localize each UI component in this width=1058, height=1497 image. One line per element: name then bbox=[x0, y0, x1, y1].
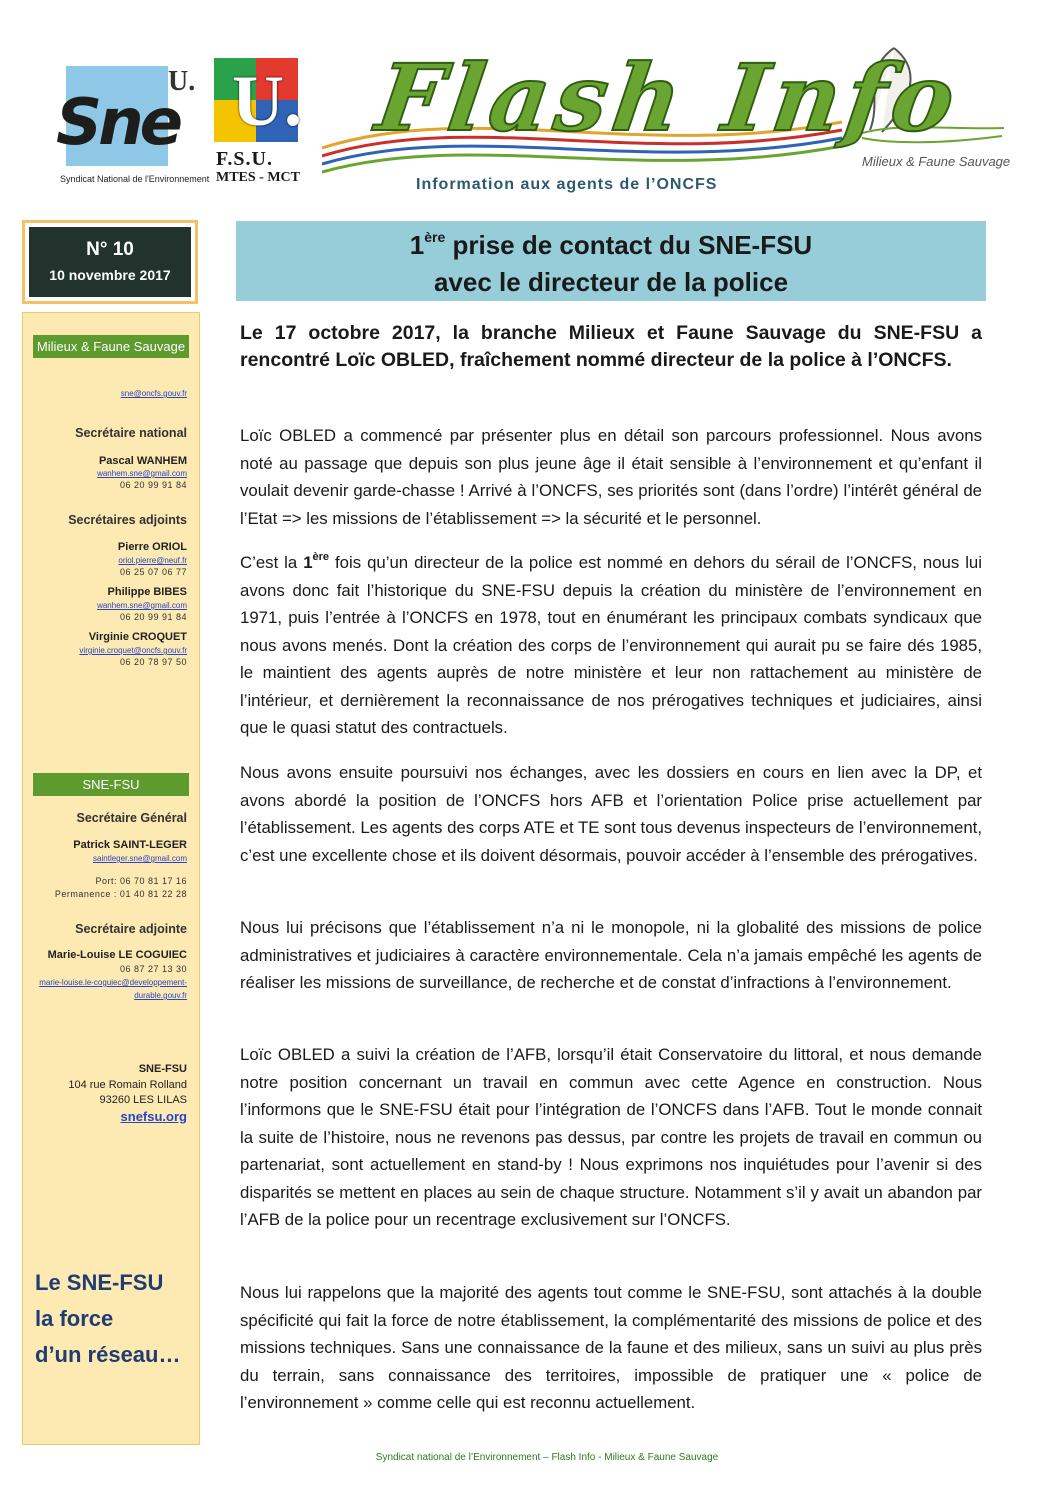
slogan bbox=[35, 1265, 180, 1373]
sec-nat-email[interactable]: wanhem.sne@gmail.com bbox=[97, 469, 187, 478]
adjoint-tel: 06 20 99 91 84 bbox=[119, 612, 187, 622]
sec-gen-port: Port: 06 70 81 17 16 bbox=[95, 876, 187, 886]
sec-adj-email[interactable]: marie-louise.le-coguiec@developpement- bbox=[39, 978, 187, 987]
flash-info-subtitle: Milieux & Faune Sauvage bbox=[862, 154, 1011, 169]
paragraph-6: Nous lui rappelons que la majorité des agents tout comme le SNE-FSU, sont attachés à la double spécificité qui fait la force de notre établissement, la complémentarité des missions de police et des missions techniques. Sans une connaissance de la faune et des milieux, sans un suivi au plus près du terrain, sans connaissance des territoires, impossible de pratiquer une « police de l’environnement » comme celle qui est reconnu actuellement. bbox=[240, 1283, 982, 1412]
sidebar-section-snefsu: SNE-FSU bbox=[33, 773, 189, 796]
sec-adj-tel: 06 87 27 13 30 bbox=[119, 964, 187, 974]
fsu-logo-letter: U. bbox=[232, 61, 302, 141]
article-title bbox=[236, 221, 986, 301]
website-link[interactable]: snefsu.org bbox=[120, 1109, 187, 1124]
sec-gen-perm: Permanence : 01 40 81 22 28 bbox=[54, 889, 187, 899]
sne-logo-word: Sne bbox=[56, 86, 180, 160]
p2-rest: fois qu’un directeur de la police est nommé en dehors du sérail de l’ONCFS, nous lui avons donc fait l’historique du SNE-FSU depuis la création du ministère de l’environnement en 1971, puis l’entrée à l’ONCFS en 1978, tout en énumérant les principaux combats syndicaux que nous avons menés. Dont la création des corps de l’environnement qui aurait pu se faire dés 1985, le maintient des agents auprès de notre ministère et leur non rattachement au ministère de l’intérieur, et dernièrement la reconnaissance de nos prérogatives techniques et judiciaires, ainsi que le quasi statut des contractuels. bbox=[240, 553, 982, 737]
sne-logo bbox=[56, 64, 210, 188]
sec-gen-label: Secrétaire Général bbox=[76, 811, 187, 825]
lead-paragraph: Le 17 octobre 2017, la branche Milieux et Faune Sauvage du SNE-FSU a rencontré Loïc OBLED, fraîchement nommé directeur de la police à l’ONCFS. bbox=[240, 322, 982, 371]
fsu-logo-name: F.S.U. bbox=[216, 148, 273, 170]
slogan-line: Le SNE-FSU bbox=[35, 1270, 164, 1295]
adjoint-name: Philippe BIBES bbox=[107, 586, 187, 598]
flash-info-banner bbox=[322, 40, 1012, 180]
sec-adj-name: Marie-Louise LE COGUIEC bbox=[47, 949, 187, 961]
adjoint-name: Pierre ORIOL bbox=[117, 541, 187, 553]
adjoints-label: Secrétaires adjoints bbox=[68, 513, 187, 527]
flash-info-title: Flash Info bbox=[370, 44, 968, 152]
sidebar bbox=[22, 312, 200, 1445]
adjoint-email[interactable]: virginie.croquet@oncfs.gouv.fr bbox=[79, 646, 187, 655]
title-line-1-text: prise de contact du SNE-FSU bbox=[445, 230, 813, 260]
sec-gen-email[interactable]: saintleger.sne@gmail.com bbox=[93, 854, 187, 863]
sec-adj-label: Secrétaire adjointe bbox=[75, 922, 187, 936]
sec-adj-email-cont[interactable]: durable.gouv.fr bbox=[134, 991, 187, 1000]
adjoint-name: Virginie CROQUET bbox=[88, 631, 187, 643]
page-footer: Syndicat national de l’Environnement – Flash Info - Milieux & Faune Sauvage bbox=[375, 1452, 719, 1463]
sec-nat-name: Pascal WANHEM bbox=[98, 455, 187, 467]
slogan-line: la force bbox=[35, 1306, 114, 1331]
paragraph-2 bbox=[240, 549, 982, 742]
section-email[interactable]: sne@oncfs.gouv.fr bbox=[120, 389, 187, 398]
sidebar-section-mfs: Milieux & Faune Sauvage bbox=[33, 335, 189, 358]
adjoint-email[interactable]: wanhem.sne@gmail.com bbox=[97, 601, 187, 610]
fsu-logo bbox=[214, 58, 304, 188]
title-sup: ère bbox=[424, 229, 446, 245]
address-city: 93260 LES LILAS bbox=[99, 1094, 187, 1106]
sec-gen-name: Patrick SAINT-LEGER bbox=[73, 839, 187, 851]
sec-nat-label: Secrétaire national bbox=[75, 426, 187, 440]
adjoint-tel: 06 25 07 06 77 bbox=[119, 567, 187, 577]
address-street: 104 rue Romain Rolland bbox=[68, 1079, 187, 1091]
paragraph-4: Nous lui précisons que l’établissement n’a ni le monopole, ni la globalité des missions de police administratives et judiciaires à caractère environnementale. Cela n’a jamais empêché les agents de réaliser les missions de surveillance, de recherche et de constat d’infractions à l’environnement. bbox=[240, 918, 982, 992]
sne-logo-caption: Syndicat National de l'Environnement bbox=[60, 174, 210, 184]
title-line-1 bbox=[236, 229, 986, 261]
paragraph-1: Loïc OBLED a commencé par présenter plus en détail son parcours professionnel. Nous avons noté au passage que depuis son plus jeune âge il était sensible à l’environnement et qu’enfant il voulait devenir garde-chasse ! Arrivé à l’ONCFS, ses priorités sont (dans l’ordre) l’intérêt général de l’Etat => les missions de l’établissement => la sécurité et le personnel. bbox=[240, 426, 982, 528]
paragraph-5: Loïc OBLED a suivi la création de l’AFB, lorsqu’il était Conservatoire du littoral, et nous demande notre position concernant un travail en commun avec cette Agence en construction. Nous l’informons que le SNE-FSU était pour l’intégration de l’ONCFS dans l’AFB. Tout le monde connait la suite de l’histoire, nous ne revenons pas dessus, par contre les projets de travail en commun ou partenariat, sont actuellement en stand-by ! Nous exprimons nos inquiétudes pour l’avenir si des disparités se mettent en places au sein de chaque structure. Notamment s’il y avait un abandon par l’AFB de la police pour un recentrage exclusivement sur l’ONCFS. bbox=[240, 1045, 982, 1229]
sne-logo-letter: U. bbox=[168, 66, 196, 97]
slogan-line: d’un réseau… bbox=[35, 1342, 181, 1367]
title-number: 1 bbox=[409, 230, 425, 260]
issue-box bbox=[22, 220, 198, 304]
sec-nat-tel: 06 20 99 91 84 bbox=[119, 480, 187, 490]
paragraph-3: Nous avons ensuite poursuivi nos échanges, avec les dossiers en cours en lien avec la DP, et avons abordé la position de l’ONCFS hors AFB et l’orientation Police prise actuellement par l’établissement. Les agents des corps ATE et TE sont tous devenus inspecteurs de l’environnement, c’est une excellente chose et ils doivent désormais, pouvoir accéder à l’ensemble des prérogatives. bbox=[240, 763, 982, 865]
address-org: SNE-FSU bbox=[138, 1063, 187, 1075]
adjoint-email[interactable]: oriol.pierre@neuf.fr bbox=[118, 556, 187, 565]
issue-date: 10 novembre 2017 bbox=[49, 267, 171, 283]
issue-number: N° 10 bbox=[86, 239, 134, 260]
title-line-2: avec le directeur de la police bbox=[433, 267, 789, 297]
info-line: Information aux agents de l’ONCFS bbox=[416, 176, 718, 193]
p2-sup: ère bbox=[312, 551, 330, 563]
adjoint-tel: 06 20 78 97 50 bbox=[119, 657, 187, 667]
p2-number: 1 bbox=[303, 553, 313, 572]
fsu-logo-sub: MTES - MCT bbox=[216, 170, 300, 185]
p2-start: C’est la bbox=[240, 553, 304, 572]
